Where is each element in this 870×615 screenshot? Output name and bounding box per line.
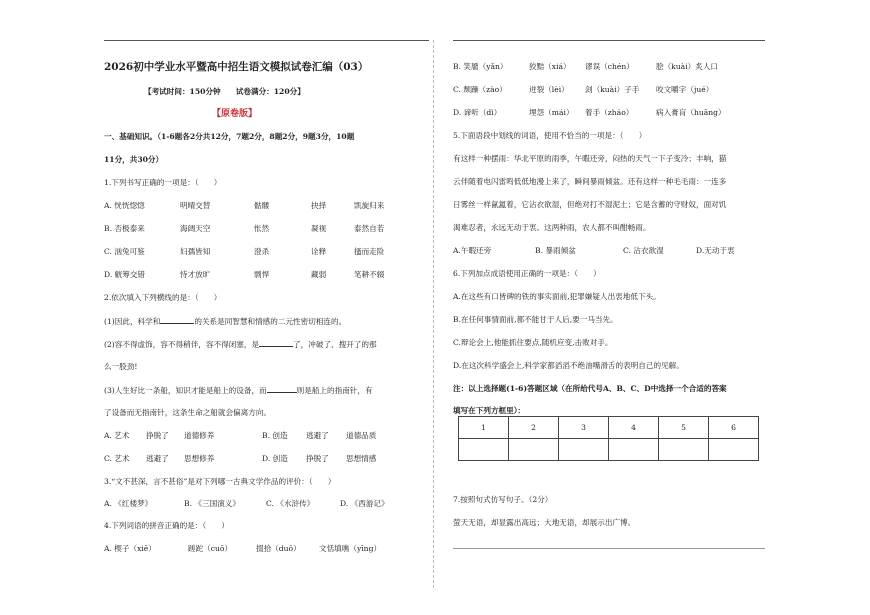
q1-option-b-5: 泰然自若 bbox=[354, 224, 385, 233]
q2-option-c-1: C. 艺术 bbox=[104, 454, 130, 463]
q1-option-d-1: D. 觥筹交错 bbox=[104, 270, 146, 279]
q2-option-b-2: 逃避了 bbox=[306, 431, 329, 440]
q1-option-b-1: B. 否极泰来 bbox=[104, 224, 145, 233]
q6-stem: 6.下列加点成语使用正确的一项是：（ ） bbox=[453, 269, 601, 278]
q5-passage-line: 日雾丝一样氤氲着，它沾衣欲湿，但绝对打不湿泥土；它是含蓄的守财奴，面对饥 bbox=[453, 200, 727, 209]
q1-option-d-5: 笔耕不辍 bbox=[354, 270, 385, 279]
q1-option-d-2: 恃才放旷 bbox=[180, 270, 211, 279]
q2-option-d-1: D. 创造 bbox=[262, 454, 288, 463]
version-label: 【原卷版】 bbox=[212, 109, 258, 119]
answer-header-cell: 3 bbox=[559, 417, 609, 439]
q4-option-d-4: 病入膏肓（huāng） bbox=[656, 108, 726, 117]
q5-passage-line: 云伴随着电闪雷鸣低低地漫上来了，瞬间暴雨倾盆。还有这样一种毛毛雨：一连多 bbox=[453, 177, 727, 186]
q1-stem: 1.下列书写正确的一项是：（ ） bbox=[104, 178, 222, 187]
q2-s3-post: 则是船上的指南针，有 bbox=[296, 386, 373, 395]
answer-header-cell: 1 bbox=[459, 417, 509, 439]
q4-option-b-3: 谬误（chén） bbox=[585, 62, 634, 71]
answer-input-cell[interactable] bbox=[559, 439, 609, 461]
q5-option-c: C. 沾衣欲湿 bbox=[623, 246, 664, 255]
answer-table-input-row bbox=[459, 439, 759, 461]
q1-option-c-5: 搔而走险 bbox=[354, 247, 385, 256]
q7-stem: 7.按照句式仿写句子。（2分） bbox=[453, 495, 553, 504]
q2-option-d-2: 挣脱了 bbox=[306, 454, 329, 463]
q1-option-a-1: A. 恍恍惚惚 bbox=[104, 201, 145, 210]
q4-option-c-2: 迸裂（lèi） bbox=[529, 85, 569, 94]
q5-passage-line: 有这样一种摆雨：华北平原的雨季，午暇还旁，闷热的天气一下子变冷；丰响，猫 bbox=[453, 154, 727, 163]
q4-option-a-4: 文恬填噍（yīng） bbox=[319, 544, 382, 553]
answer-input-cell[interactable] bbox=[659, 439, 709, 461]
q2-sentence-3 bbox=[104, 385, 373, 396]
q5-option-d: D.无动于衷 bbox=[696, 246, 735, 255]
q3-option-b: B. 《三国演义》 bbox=[184, 499, 240, 508]
q1-option-d-4: 藏弱 bbox=[311, 270, 327, 279]
q2-option-c-2: 逃避了 bbox=[146, 454, 169, 463]
q2-option-b-1: B. 创造 bbox=[262, 431, 288, 440]
q1-option-a-5: 凯旋归来 bbox=[354, 201, 385, 210]
top-rule-right bbox=[453, 40, 765, 41]
q3-option-a: A. 《红楼梦》 bbox=[104, 499, 153, 508]
q2-sentence-2-cont: 么一股劲! bbox=[104, 362, 138, 371]
q4-option-a-2: 蹉跎（cuō） bbox=[188, 544, 233, 553]
q1-option-a-3: 骷髅 bbox=[254, 201, 270, 210]
q4-option-c-1: C. 颓躁（zào） bbox=[453, 85, 507, 94]
q1-option-c-1: C. 汹兔可鉴 bbox=[104, 247, 145, 256]
q7-example: 萤天无语，却显露出高远；大地无语，却展示出广博。 bbox=[453, 518, 636, 527]
q2-option-c-3: 思想修养 bbox=[184, 454, 215, 463]
q5-passage-line: 渴难忍者，永远无动于衷。这两种雨，农人都不叫酣畅雨。 bbox=[453, 223, 651, 232]
q2-option-a-3: 道德修养 bbox=[184, 431, 215, 440]
q1-option-c-4: 诠释 bbox=[311, 247, 327, 256]
section-heading-cont: 11分，共30分） bbox=[104, 155, 164, 164]
q6-option-a: A.在这些有口皆碑的铁的事实面前,犯罪嫌疑人出衷地低下头。 bbox=[453, 292, 661, 301]
q2-option-d-3: 思想情感 bbox=[346, 454, 377, 463]
q2-sentence-3-cont: 了设备而无指南针，这条生命之船就会偏离方向。 bbox=[104, 408, 272, 417]
answer-input-cell[interactable] bbox=[609, 439, 659, 461]
q6-option-d: D.在这次科学盛会上,科学家都滔滔不绝油嘴滑舌的表明自己的见解。 bbox=[453, 361, 684, 370]
q3-option-d: D. 《西游记》 bbox=[340, 499, 389, 508]
q6-option-b: B.在任何事情面前,都不能甘于人后,要一马当先。 bbox=[453, 315, 618, 324]
q5-option-a: A.午暇还旁 bbox=[453, 246, 492, 255]
q4-option-a-3: 掇拾（duō） bbox=[256, 544, 301, 553]
q2-s2-pre: (2)容不得虚饰，容不得稍伴，容不得闭塞，是 bbox=[104, 340, 260, 349]
answer-header-cell: 4 bbox=[609, 417, 659, 439]
exam-title: 2026初中学业水平暨高中招生语文模拟试卷汇编（03） bbox=[104, 61, 369, 73]
q2-sentence-1 bbox=[104, 316, 346, 327]
q1-option-a-2: 明晴交替 bbox=[180, 201, 211, 210]
q4-option-d-3: 着手（zháo） bbox=[585, 108, 634, 117]
q5-stem: 5.下面语段中划线的词语，使用不恰当的一项是：（ ） bbox=[453, 131, 647, 140]
q2-blank-3 bbox=[267, 385, 297, 393]
answer-header-cell: 6 bbox=[709, 417, 759, 439]
q5-option-b: B. 暴雨倾盆 bbox=[535, 246, 576, 255]
answer-table-header-row bbox=[459, 417, 759, 439]
answer-header-cell: 2 bbox=[509, 417, 559, 439]
q4-option-a-1: A. 楔子（xiē） bbox=[104, 544, 156, 553]
answer-note-cont: 填写在下列方框里）： bbox=[453, 406, 526, 415]
q4-option-d-1: D. 谛听（dì） bbox=[453, 108, 502, 117]
q2-option-a-2: 挣脱了 bbox=[146, 431, 169, 440]
answer-input-cell[interactable] bbox=[459, 439, 509, 461]
q2-s1-post: 的关系是同智慧和情感的二元性密切相连的。 bbox=[194, 317, 347, 326]
q1-option-b-2: 海阔天空 bbox=[180, 224, 211, 233]
q4-stem: 4.下列词语的拼音正确的是：（ ） bbox=[104, 521, 229, 530]
q2-option-b-3: 道德品质 bbox=[346, 431, 377, 440]
q4-option-c-4: 咬文嚼字（jué） bbox=[656, 85, 714, 94]
exam-info: 【考试时间：150分钟 试卷满分：120分】 bbox=[144, 87, 305, 96]
q4-option-c-3: 刽（kuài）子手 bbox=[585, 85, 640, 94]
q4-option-b-2: 狡黠（xiá） bbox=[529, 62, 571, 71]
q4-option-b-1: B. 笑靥（yǎn） bbox=[453, 62, 508, 71]
q4-option-b-4: 脍（kuài）炙人口 bbox=[656, 62, 719, 71]
answer-input-cell[interactable] bbox=[709, 439, 759, 461]
q2-blank-1 bbox=[160, 316, 194, 324]
q1-option-b-4: 凝视 bbox=[311, 224, 327, 233]
q1-option-c-3: 澄杀 bbox=[254, 247, 270, 256]
bottom-rule-right bbox=[453, 548, 765, 549]
q2-s1-pre: (1)因此，科学和 bbox=[104, 317, 161, 326]
answer-input-cell[interactable] bbox=[509, 439, 559, 461]
top-rule-left bbox=[104, 40, 429, 41]
section-heading: 一、基础知识。（1-6题各2分共12分，7题2分，8题2分，9题3分，10题 bbox=[104, 132, 355, 141]
answer-table bbox=[458, 416, 759, 461]
q2-s3-pre: (3)人生好比一条船，知识才能是船上的设备，而 bbox=[104, 386, 267, 395]
q2-blank-2 bbox=[259, 339, 293, 347]
q3-option-c: C. 《水浒传》 bbox=[266, 499, 315, 508]
column-divider bbox=[433, 40, 434, 588]
q1-option-d-3: 剽悍 bbox=[254, 270, 270, 279]
answer-header-cell: 5 bbox=[659, 417, 709, 439]
q2-sentence-2 bbox=[104, 339, 377, 350]
q4-option-d-2: 埋怨（mái） bbox=[529, 108, 574, 117]
q2-s2-post: 了，冲破了、搜开了的那 bbox=[293, 340, 377, 349]
q1-option-c-2: 妇孺皆知 bbox=[180, 247, 211, 256]
q2-option-a-1: A. 艺术 bbox=[104, 431, 130, 440]
q3-stem: 3.“文不甚深，言不甚俗”是对下列哪一古典文学作品的评价：（ ） bbox=[104, 477, 336, 486]
answer-note: 注：以上选择题(1-6)答题区域（在所给代号A、B、C、D中选择一个合适的答案 bbox=[453, 384, 727, 393]
q6-option-c: C.辩论会上,他能抓住要点,随机应变,击败对手。 bbox=[453, 338, 613, 347]
q1-option-b-3: 怅然 bbox=[254, 224, 270, 233]
q1-option-a-4: 抉择 bbox=[311, 201, 327, 210]
q2-stem: 2.依次填入下列横线的是：（ ） bbox=[104, 293, 222, 302]
